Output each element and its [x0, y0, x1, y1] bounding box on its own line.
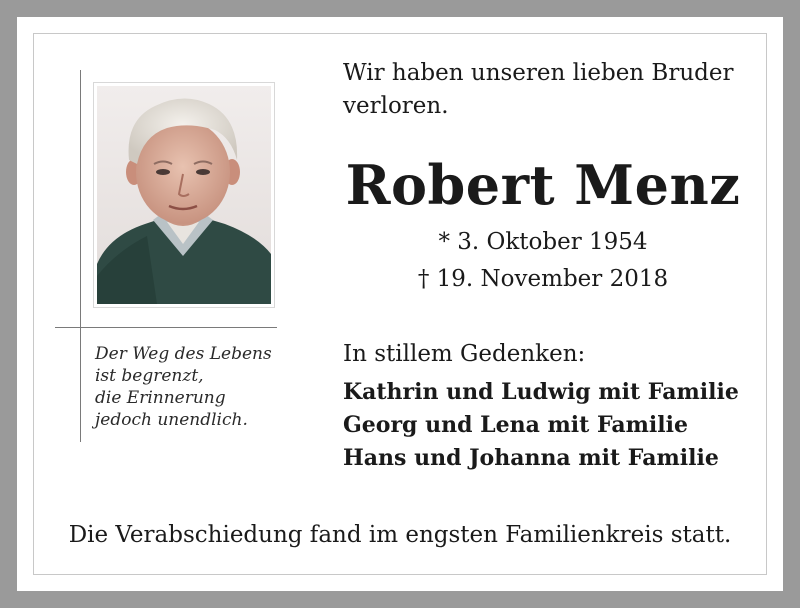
portrait-photo [94, 83, 274, 307]
deceased-name: Robert Menz [345, 153, 741, 217]
memory-heading: In stillem Gedenken: [343, 341, 586, 367]
quote-line: die Erinnerung [95, 388, 226, 408]
intro-line: Wir haben unseren lieben Bruder [343, 60, 734, 86]
mourner-entry: Kathrin und Ludwig mit Familie [343, 379, 739, 405]
mourners-list [343, 376, 739, 475]
intro-line: verloren. [343, 93, 449, 119]
birth-date: * 3. Oktober 1954 [438, 229, 648, 255]
death-date: † 19. November 2018 [417, 266, 669, 292]
farewell-note: Die Verabschiedung fand im engsten Familienkreis statt. [68, 522, 732, 548]
mourner-entry: Hans und Johanna mit Familie [343, 445, 719, 471]
quote-line: jedoch unendlich. [95, 410, 248, 430]
quote-line: ist begrenzt, [95, 366, 204, 386]
quote-line: Der Weg des Lebens [95, 344, 272, 364]
intro-text [343, 57, 763, 123]
horizontal-divider [55, 327, 277, 328]
life-dates [343, 224, 743, 298]
memorial-quote [95, 343, 295, 431]
vertical-divider [80, 70, 81, 442]
mourner-entry: Georg und Lena mit Familie [343, 412, 688, 438]
